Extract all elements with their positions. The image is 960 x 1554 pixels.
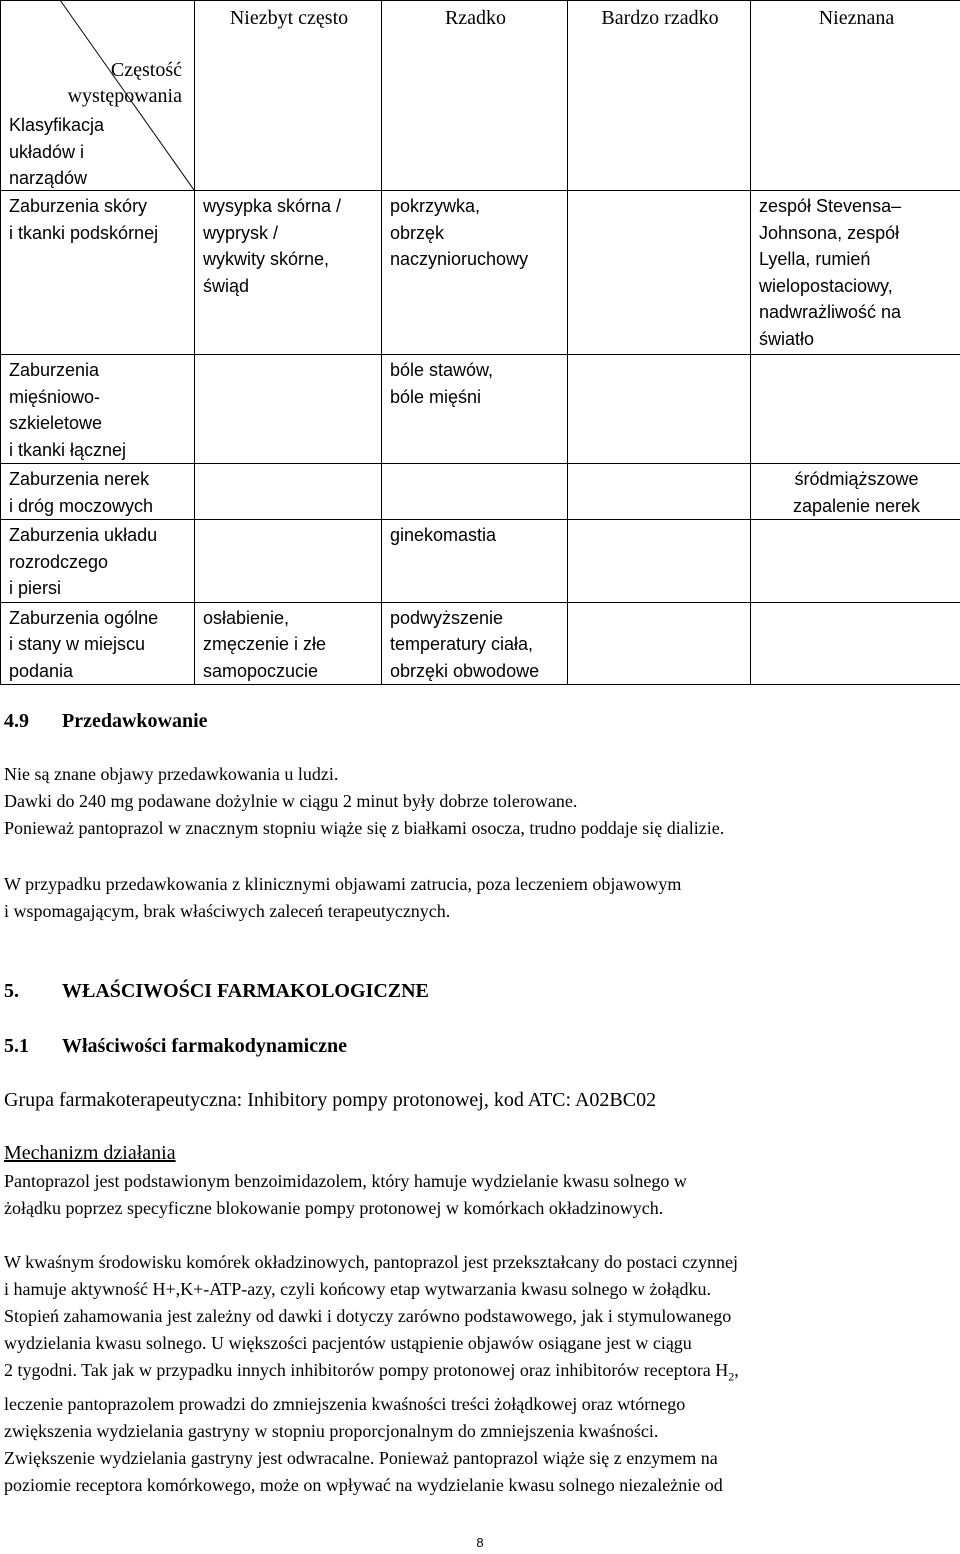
soc-header-label: Klasyfikacja układów i narządów — [9, 115, 105, 188]
table-row — [1, 602, 960, 685]
mechanism-paragraph: W kwaśnym środowisku komórek okładzinowych, pantoprazol jest przekształcany do postaci czynnej i hamuje aktywność H+,K+-ATP-azy, czyli końcowy etap wytwarzania kwasu solnego w żołądku. Stopień zahamowania jest zależny od dawki i dotyczy zarówno podstawowego, jak i stymulowanego wydzielania kwasu solnego. U większości pacjentów ustąpienie objawów osiągane jest w ciągu 2 tygodni. Tak jak w przypadku innych inhibitorów pompy protonowej oraz inhibitorów receptora $H_2$, leczenie pantoprazolem prowadzi do zmniejszenia kwaśności treści żołądkowej oraz wtórnego zwiększenia wydzielania gastryny w stopniu proporcjonalnym do zmniejszenia kwaśności. Zwiększenie wydzielania gastryny jest odwracalne. Ponieważ pantoprazol wiąże się z enzymem na poziomie receptora komórkowego, może on wpływać na wydzielanie kwasu solnego niezależnie od — [4, 1252, 739, 1495]
section-title: WŁAŚCIWOŚCI FARMAKOLOGICZNE — [62, 980, 429, 1002]
very-rare-cell — [568, 520, 751, 603]
unknown-cell — [751, 602, 960, 685]
table-row — [1, 464, 960, 520]
mechanism-heading: Mechanizm działania — [4, 1142, 176, 1164]
adverse-reactions-table — [0, 0, 960, 685]
unknown-cell — [751, 355, 960, 464]
rare-cell — [382, 464, 568, 520]
table-row — [1, 520, 960, 603]
uncommon-cell — [195, 520, 382, 603]
rare-cell: pokrzywka, obrzęk naczynioruchowy — [382, 191, 568, 355]
section-5-1-heading — [4, 1033, 930, 1060]
very-rare-cell — [568, 355, 751, 464]
soc-cell: Zaburzenia skóry i tkanki podskórnej — [1, 191, 195, 355]
uncommon-cell: osłabienie, zmęczenie i złe samopoczucie — [195, 602, 382, 685]
soc-cell: Zaburzenia mięśniowo- szkieletowe i tkanki łącznej — [1, 355, 195, 464]
overdose-paragraph: W przypadku przedawkowania z klinicznymi objawami zatrucia, poza leczeniem objawowym i wspomagającym, brak właściwych zaleceń terapeutycznych. — [4, 874, 682, 921]
uncommon-cell — [195, 464, 382, 520]
section-number: 5.1 — [4, 1035, 29, 1057]
very-rare-cell — [568, 464, 751, 520]
unknown-cell — [751, 520, 960, 603]
rare-cell: bóle stawów, bóle mięśni — [382, 355, 568, 464]
uncommon-cell: wysypka skórna / wyprysk / wykwity skórne, świąd — [195, 191, 382, 355]
header-uncommon: Niezbyt często — [195, 1, 382, 191]
very-rare-cell — [568, 602, 751, 685]
mechanism-paragraph: Pantoprazol jest podstawionym benzoimidazolem, który hamuje wydzielanie kwasu solnego w żołądku poprzez specyficzne blokowanie pompy protonowej w komórkach okładzinowych. — [4, 1171, 687, 1218]
rare-cell: ginekomastia — [382, 520, 568, 603]
header-unknown: Nieznana — [751, 1, 960, 191]
section-5-heading — [4, 978, 930, 1005]
soc-cell: Zaburzenia układu rozrodczego i piersi — [1, 520, 195, 603]
uncommon-cell — [195, 355, 382, 464]
header-rare: Rzadko — [382, 1, 568, 191]
overdose-paragraph: Ponieważ pantoprazol w znacznym stopniu wiąże się z białkami osocza, trudno poddaje się dializie. — [4, 818, 725, 838]
rare-cell: podwyższenie temperatury ciała, obrzęki obwodowe — [382, 602, 568, 685]
overdose-paragraph: Nie są znane objawy przedawkowania u ludzi. — [4, 764, 339, 784]
pharmacotherapeutic-group: Grupa farmakoterapeutyczna: Inhibitory pompy protonowej, kod ATC: A02BC02 — [4, 1089, 657, 1111]
section-title: Właściwości farmakodynamiczne — [62, 1035, 347, 1057]
table-row — [1, 355, 960, 464]
unknown-cell: śródmiąższowe zapalenie nerek — [751, 464, 960, 520]
table-corner-cell — [1, 1, 195, 191]
section-4-9-heading — [4, 708, 930, 735]
section-number: 5. — [4, 980, 19, 1002]
soc-cell: Zaburzenia ogólne i stany w miejscu podania — [1, 602, 195, 685]
section-title: Przedawkowanie — [62, 710, 208, 732]
very-rare-cell — [568, 191, 751, 355]
soc-cell: Zaburzenia nerek i dróg moczowych — [1, 464, 195, 520]
header-very-rare: Bardzo rzadko — [568, 1, 751, 191]
unknown-cell: zespół Stevensa– Johnsona, zespół Lyella, rumień wielopostaciowy, nadwrażliwość na światło — [751, 191, 960, 355]
section-number: 4.9 — [4, 710, 29, 732]
page-number: 8 — [476, 1535, 484, 1550]
frequency-header-label: Częstość występowania — [67, 59, 182, 107]
overdose-paragraph: Dawki do 240 mg podawane dożylnie w ciągu 2 minut były dobrze tolerowane. — [4, 791, 578, 811]
table-row — [1, 191, 960, 355]
